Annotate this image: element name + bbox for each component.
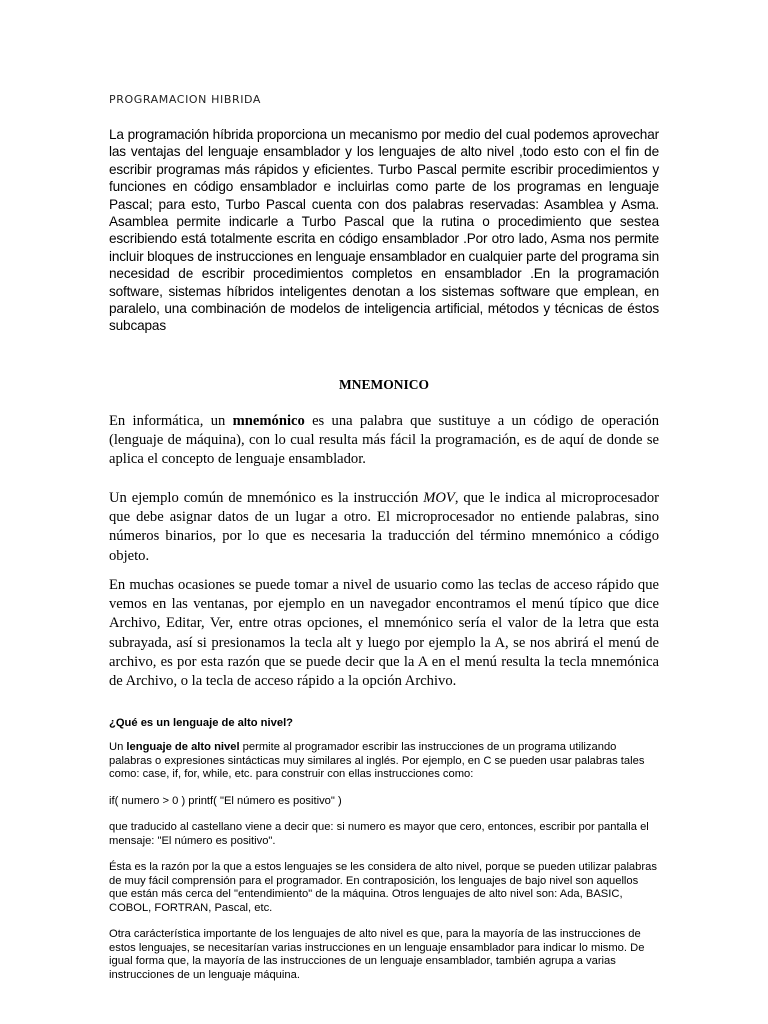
section-title: PROGRAMACION HIBRIDA — [109, 93, 262, 106]
p1-before: En informática, un — [109, 413, 233, 429]
p2-after: , que le indica al microprocesador que debe asignar datos de un lugar a otro. El microprocesador no entiende palabras, sino números binarios, por lo que es necesaria la traducción del término mnemónico a código objeto. — [109, 490, 659, 564]
p2-italic-term: MOV — [423, 490, 455, 506]
high-level-definition-paragraph — [109, 741, 659, 782]
high-level-reason-paragraph: Ésta es la razón por la que a estos lenguajes se les considera de alto nivel, porque se pueden utilizar palabras de muy fácil comprensión para el programador. En contraposición, los lenguajes de bajo nivel son aquellos que están más cerca del "entendimiento" de la máquina. Otros lenguajes de alto nivel son: Ada, BASIC, COBOL, FORTRAN, Pascal, etc. — [109, 861, 657, 914]
shortcut-keys-paragraph: En muchas ocasiones se puede tomar a nivel de usuario como las teclas de acceso rápido que vemos en las ventanas, por ejemplo en un navegador encontramos el menú típico que dice Archivo, Editar, Ver, entre otras opciones, el mnemónico sería el valor de la letra que esta subrayada, así si presionamos la tecla alt y luego por ejemplo la A, se nos abrirá el menú de archivo, es por esta razón que se puede decir que la A en el menú resulta la tecla mnemónica de Archivo, o la tecla de acceso rápido a la opción Archivo. — [109, 577, 659, 690]
high-level-language-heading: ¿Qué es un lenguaje de alto nivel? — [109, 717, 294, 729]
s1-bold-term: lenguaje de alto nivel — [126, 741, 240, 753]
translation-paragraph: que traducido al castellano viene a decir que: si numero es mayor que cero, entonces, escribir por pantalla el mensaje: "El número es positivo". — [109, 821, 649, 847]
mov-example-paragraph — [109, 489, 659, 566]
s1-before: Un — [109, 741, 127, 753]
p1-bold-term: mnemónico — [232, 413, 305, 429]
p1-after: es una palabra que sustituye a un código de operación (lenguaje de máquina), con lo cual resulta más fácil la programación, es de aquí de donde se aplica el concepto de lenguaje ensamblador. — [109, 413, 659, 468]
intro-paragraph: La programación híbrida proporciona un mecanismo por medio del cual podemos aprovechar las ventajas del lenguaje ensamblador y los lenguajes de alto nivel ,todo esto con el fin de escribir programas más rápidos y eficientes. Turbo Pascal permite escribir procedimientos y funciones en código ensamblador e incluirlas como parte de los programas en lenguaje Pascal; para esto, Turbo Pascal cuenta con dos palabras reservadas: Asamblea y Asma. Asamblea permite indicarle a Turbo Pascal que la rutina o procedimiento que sestea escribiendo está totalmente escrita en código ensamblador .Por otro lado, Asma nos permite incluir bloques de instrucciones en lenguaje ensamblador en cualquier parte del programa sin necesidad de escribir procedimientos completos en ensamblador .En la programación software, sistemas híbridos inteligentes denotan a los sistemas software que emplean, en paralelo, una combinación de modelos de inteligencia artificial, métodos y técnicas de éstos subcapas — [109, 127, 659, 334]
p2-before: Un ejemplo común de mnemónico es la instrucción — [109, 490, 424, 506]
mnemonic-definition-paragraph — [109, 412, 659, 470]
s1-after: permite al programador escribir las instrucciones de un programa utilizando palabras o expresiones sintácticas muy similares al inglés. Por ejemplo, en C se pueden usar palabras tales como: case, if, for, while, etc. para construir con ellas instrucciones como: — [109, 741, 645, 781]
characteristic-paragraph: Otra carácterística importante de los lenguajes de alto nivel es que, para la mayoría de las instrucciones de estos lenguajes, se necesitarían varias instrucciones en un lenguaje ensamblador para indicar lo mismo. De igual forma que, la mayoría de las instrucciones de un lenguaje ensamblador, también agrupa a varias instrucciones de un lenguaje máquina. — [109, 928, 645, 981]
mnemonic-title: MNEMONICO — [339, 377, 429, 392]
code-example-line: if( numero > 0 ) printf( "El número es positivo" ) — [109, 795, 342, 807]
